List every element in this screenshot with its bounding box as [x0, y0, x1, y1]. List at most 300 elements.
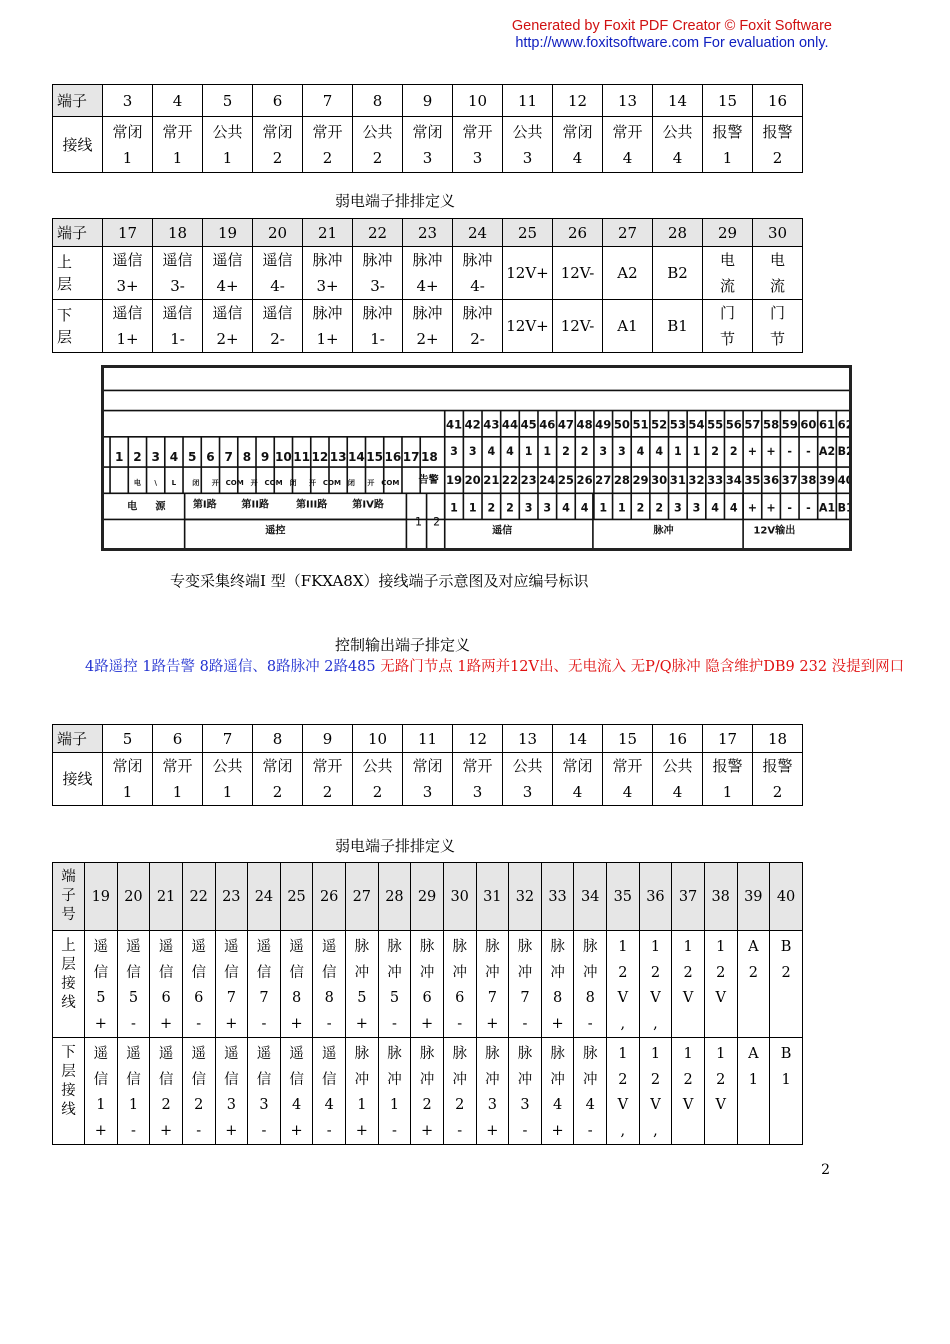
wiring-cell: 报警 1: [703, 753, 753, 806]
terminal-diagram: [101, 365, 852, 551]
terminal-number-cell: 27: [603, 219, 653, 247]
terminal-number-cell: 11: [403, 725, 453, 753]
diagram-terminal-code: 1: [673, 444, 682, 458]
watermark: [512, 18, 832, 52]
terminal-number-cell: 12: [453, 725, 503, 753]
upper-wiring-cell: 脉 冲 8 +: [541, 931, 574, 1038]
terminal-number-cell: 10: [353, 725, 403, 753]
diagram-terminal-code: 1: [543, 444, 552, 458]
lower-wiring-cell: A1: [603, 300, 653, 353]
diagram-terminal-code: +: [766, 444, 776, 458]
terminal-diagram-drawing: [104, 368, 852, 551]
upper-wiring-cell: 脉 冲 5 -: [378, 931, 411, 1038]
diagram-terminal-number: 42: [464, 417, 481, 432]
terminal-number-cell: 30: [753, 219, 803, 247]
terminal-number-cell: 33: [541, 863, 574, 931]
diagram-terminal-code: 2: [729, 444, 738, 458]
upper-wiring-cell: 1 2 V: [704, 931, 737, 1038]
diagram-terminal-number: 51: [632, 417, 649, 432]
diagram-group-label: 遥控: [265, 525, 286, 537]
diagram-terminal-number: 23: [520, 473, 537, 488]
table-head-label: 端子: [53, 85, 103, 117]
terminal-number-cell: 21: [150, 863, 183, 931]
diagram-terminal-number: 60: [800, 417, 817, 432]
wiring-cell: 常闭 2: [253, 117, 303, 173]
wiring-cell: 常开 4: [603, 117, 653, 173]
diagram-terminal-number: 57: [744, 417, 761, 432]
diagram-small-label: 开: [211, 478, 219, 488]
lower-wiring-cell: 遥信 1-: [153, 300, 203, 353]
upper-wiring-cell: 遥 信 5 -: [117, 931, 150, 1038]
diagram-group-label: 第IV路: [352, 499, 384, 511]
diagram-group-label: 12V输出: [753, 525, 796, 537]
diagram-terminal-code: 3: [618, 444, 626, 458]
diagram-terminal-code: 4: [636, 444, 645, 458]
lower-wiring-cell: 1 2 V: [704, 1038, 737, 1145]
remark-red: 无路门节点 1路两并12V出、无电流入 无P/Q脉冲 隐含维护DB9 232 没提到网口: [380, 659, 905, 675]
terminal-number-cell: 4: [153, 85, 203, 117]
diagram-terminal-number: 19: [445, 473, 463, 488]
diagram-terminal-code: 4: [711, 501, 719, 515]
diagram-terminal-code: 2: [711, 444, 719, 458]
diagram-group-label: 脉冲: [653, 525, 674, 537]
diagram-terminal-number: 59: [781, 417, 798, 432]
diagram-terminal-number: 40: [837, 473, 854, 488]
caption-weak-terminal-2: 弱电端子排排定义: [335, 837, 456, 855]
page-number: 2: [821, 1162, 830, 1178]
lower-wiring-cell: B 1: [770, 1038, 803, 1145]
wiring-cell: 公共 2: [353, 753, 403, 806]
lower-wiring-cell: 脉冲 2-: [453, 300, 503, 353]
diagram-terminal-code: -: [787, 444, 793, 458]
upper-wiring-cell: 脉冲 3-: [353, 247, 403, 300]
diagram-terminal-number: 2: [133, 450, 142, 464]
diagram-terminal-number: 36: [763, 473, 780, 488]
diagram-terminal-number: 3: [151, 450, 160, 464]
wiring-cell: 常闭 4: [553, 117, 603, 173]
diagram-terminal-number: 50: [613, 417, 630, 432]
diagram-terminal-number: 31: [669, 473, 686, 488]
wiring-cell: 公共 1: [203, 117, 253, 173]
remark-blue: 4路遥控 1路告警 8路遥信、8路脉冲 2路485: [85, 659, 381, 675]
diagram-terminal-number: 10: [274, 450, 292, 464]
wiring-cell: 公共 2: [353, 117, 403, 173]
diagram-terminal-code: -: [806, 444, 811, 458]
lower-wiring-cell: 12V+: [503, 300, 553, 353]
diagram-terminal-code: A2: [818, 444, 836, 458]
diagram-terminal-number: 18: [420, 450, 438, 464]
wiring-cell: 常开 4: [603, 753, 653, 806]
upper-layer-label: 上 层 接 线: [53, 931, 85, 1038]
terminal-number-cell: 19: [203, 219, 253, 247]
terminal-number-cell: 17: [103, 219, 153, 247]
diagram-terminal-code: 4: [506, 444, 514, 458]
diagram-terminal-code: 2: [506, 501, 514, 515]
diagram-terminal-number: 1: [114, 450, 124, 464]
table-head-label: 端子: [53, 725, 103, 753]
lower-wiring-cell: A 1: [737, 1038, 770, 1145]
diagram-terminal-code: 4: [580, 501, 589, 515]
terminal-number-cell: 23: [403, 219, 453, 247]
upper-wiring-cell: 1 2 V ,: [639, 931, 672, 1038]
upper-wiring-cell: B2: [653, 247, 703, 300]
diagram-terminal-number: 11: [293, 450, 311, 464]
wiring-cell: 公共 1: [203, 753, 253, 806]
upper-wiring-cell: A 2: [737, 931, 770, 1038]
terminal-number-cell: 32: [509, 863, 542, 931]
diagram-terminal-number: 14: [347, 450, 365, 464]
diagram-group-label: 第I路: [192, 499, 217, 511]
upper-wiring-cell: 电 流: [753, 247, 803, 300]
lower-layer-label: 下 层 接 线: [53, 1038, 85, 1145]
diagram-terminal-number: 32: [688, 473, 705, 488]
diagram-small-label: L: [171, 478, 177, 488]
diagram-terminal-code: 4: [487, 444, 496, 458]
upper-wiring-cell: 脉 冲 8 -: [574, 931, 607, 1038]
terminal-number-cell: 38: [704, 863, 737, 931]
diagram-terminal-number: 30: [651, 473, 668, 488]
diagram-terminal-code: 2: [636, 501, 645, 515]
table-control-output-2: [52, 724, 803, 806]
wiring-cell: 公共 3: [503, 117, 553, 173]
lower-wiring-cell: 脉 冲 4 +: [541, 1038, 574, 1145]
terminal-number-cell: 23: [215, 863, 248, 931]
upper-wiring-cell: 脉 冲 5 +: [346, 931, 379, 1038]
table-head-label: 端子: [53, 219, 103, 247]
lower-wiring-cell: 脉 冲 2 +: [411, 1038, 444, 1145]
wiring-cell: 常开 3: [453, 753, 503, 806]
upper-wiring-cell: 遥 信 7 +: [215, 931, 248, 1038]
terminal-number-cell: 29: [411, 863, 444, 931]
diagram-terminal-code: -: [787, 501, 793, 515]
terminal-number-cell: 18: [153, 219, 203, 247]
terminal-number-cell: 24: [453, 219, 503, 247]
diagram-terminal-number: 37: [781, 473, 798, 488]
diagram-terminal-number: 20: [464, 473, 481, 488]
upper-wiring-cell: 遥信 3+: [103, 247, 153, 300]
diagram-terminal-number: 26: [576, 473, 593, 488]
table-weak-terminal-1: [52, 218, 803, 353]
terminal-number-cell: 20: [253, 219, 303, 247]
diagram-terminal-number: 35: [744, 473, 761, 488]
diagram-group-label: 遥信: [492, 525, 513, 537]
lower-wiring-cell: 脉冲 1+: [303, 300, 353, 353]
upper-wiring-cell: A2: [603, 247, 653, 300]
wiring-cell: 常闭 3: [403, 753, 453, 806]
diagram-terminal-number: 27: [595, 473, 612, 488]
lower-wiring-cell: 脉 冲 2 -: [443, 1038, 476, 1145]
table-weak-terminal-2: [52, 862, 803, 1145]
diagram-terminal-code: 1: [468, 501, 477, 515]
diagram-terminal-number: 61: [818, 417, 836, 432]
diagram-terminal-number: 54: [688, 417, 705, 432]
diagram-terminal-code: +: [747, 444, 758, 458]
diagram-terminal-code: 3: [692, 501, 701, 515]
diagram-terminal-number: 38: [800, 473, 817, 488]
diagram-small-label: COM: [264, 478, 283, 488]
upper-wiring-cell: 遥 信 8 -: [313, 931, 346, 1038]
diagram-terminal-number: 56: [725, 417, 742, 432]
lower-wiring-cell: 1 2 V: [672, 1038, 705, 1145]
terminal-number-cell: 15: [603, 725, 653, 753]
terminal-number-cell: 10: [453, 85, 503, 117]
terminal-number-cell: 8: [353, 85, 403, 117]
wiring-cell: 常闭 4: [553, 753, 603, 806]
diagram-terminal-number: 48: [576, 417, 593, 432]
diagram-alarm-number: 2: [433, 515, 441, 529]
terminal-number-cell: 16: [753, 85, 803, 117]
wiring-cell: 常开 2: [303, 753, 353, 806]
upper-wiring-cell: 12V-: [553, 247, 603, 300]
upper-wiring-cell: 遥信 4-: [253, 247, 303, 300]
diagram-terminal-number: 28: [613, 473, 630, 488]
diagram-terminal-code: 3: [468, 444, 477, 458]
diagram-terminal-code: A1: [818, 501, 836, 515]
diagram-terminal-number: 16: [384, 450, 402, 464]
diagram-terminal-number: 43: [483, 417, 500, 432]
diagram-terminal-code: -: [806, 501, 811, 515]
diagram-small-label: COM: [322, 478, 342, 488]
diagram-terminal-number: 12: [311, 450, 329, 464]
diagram-small-label: 电: [133, 478, 141, 488]
lower-wiring-cell: 脉 冲 1 -: [378, 1038, 411, 1145]
lower-wiring-cell: 1 2 V ,: [639, 1038, 672, 1145]
diagram-terminal-number: 29: [632, 473, 649, 488]
upper-wiring-cell: 脉 冲 7 -: [509, 931, 542, 1038]
terminal-number-cell: 36: [639, 863, 672, 931]
terminal-number-cell: 35: [607, 863, 640, 931]
diagram-terminal-code: 3: [599, 444, 608, 458]
terminal-number-cell: 19: [85, 863, 118, 931]
watermark-line-2: http://www.foxitsoftware.com For evaluation only.: [515, 35, 829, 51]
upper-wiring-cell: 1 2 V ,: [607, 931, 640, 1038]
terminal-number-cell: 9: [303, 725, 353, 753]
diagram-small-label: COM: [225, 478, 244, 488]
caption-control-output: 控制输出端子排定义: [335, 636, 471, 654]
wiring-cell: 报警 2: [753, 117, 803, 173]
diagram-terminal-number: 41: [445, 417, 463, 432]
diagram-terminal-number: 55: [707, 417, 724, 432]
diagram-terminal-code: 2: [580, 444, 589, 458]
diagram-terminal-number: 4: [169, 450, 179, 464]
wiring-cell: 公共 3: [503, 753, 553, 806]
diagram-terminal-code: 4: [729, 501, 738, 515]
lower-wiring-cell: 门 节: [753, 300, 803, 353]
watermark-line-1: Generated by Foxit PDF Creator © Foxit Software: [511, 18, 832, 34]
wiring-cell: 常闭 2: [253, 753, 303, 806]
diagram-terminal-code: 3: [450, 444, 458, 458]
diagram-terminal-code: 4: [655, 444, 664, 458]
diagram-terminal-number: 47: [557, 417, 575, 432]
terminal-number-cell: 34: [574, 863, 607, 931]
upper-wiring-cell: 脉冲 4+: [403, 247, 453, 300]
diagram-terminal-number: 44: [501, 417, 519, 432]
diagram-terminal-number: 34: [725, 473, 742, 488]
lower-wiring-cell: 遥 信 1 +: [85, 1038, 118, 1145]
terminal-number-cell: 12: [553, 85, 603, 117]
upper-wiring-cell: 遥 信 5 +: [85, 931, 118, 1038]
upper-wiring-cell: 12V+: [503, 247, 553, 300]
diagram-terminal-code: 1: [524, 444, 533, 458]
terminal-number-cell: 18: [753, 725, 803, 753]
diagram-terminal-code: 2: [562, 444, 570, 458]
lower-wiring-cell: 脉 冲 3 +: [476, 1038, 509, 1145]
diagram-terminal-number: 45: [520, 417, 537, 432]
terminal-number-cell: 25: [503, 219, 553, 247]
terminal-number-cell: 7: [203, 725, 253, 753]
diagram-group-label: 第III路: [295, 499, 328, 511]
diagram-terminal-code: +: [747, 501, 758, 515]
diagram-terminal-number: 25: [557, 473, 575, 488]
terminal-number-cell: 6: [153, 725, 203, 753]
terminal-number-cell: 27: [346, 863, 379, 931]
table-row-label: 接线: [53, 753, 103, 806]
diagram-terminal-number: 21: [483, 473, 500, 488]
diagram-terminal-code: 1: [599, 501, 608, 515]
terminal-number-cell: 40: [770, 863, 803, 931]
diagram-terminal-number: 7: [224, 450, 233, 464]
wiring-cell: 常开 1: [153, 753, 203, 806]
terminal-number-cell: 26: [313, 863, 346, 931]
wiring-cell: 公共 4: [653, 753, 703, 806]
terminal-number-cell: 11: [503, 85, 553, 117]
diagram-small-label: 闭: [347, 478, 355, 488]
diagram-terminal-number: 17: [402, 450, 420, 464]
diagram-terminal-number: 52: [651, 417, 668, 432]
table-head-label: 端 子 号: [53, 863, 85, 931]
upper-wiring-cell: 脉 冲 6 +: [411, 931, 444, 1038]
lower-wiring-cell: 脉冲 2+: [403, 300, 453, 353]
diagram-terminal-number: 8: [242, 450, 252, 464]
diagram-terminal-number: 39: [818, 473, 836, 488]
diagram-terminal-number: 22: [501, 473, 519, 488]
lower-wiring-cell: 遥 信 3 +: [215, 1038, 248, 1145]
lower-wiring-cell: 遥 信 3 -: [248, 1038, 281, 1145]
diagram-alarm-number: 1: [414, 515, 423, 529]
diagram-terminal-number: 53: [669, 417, 686, 432]
upper-wiring-cell: 遥 信 6 +: [150, 931, 183, 1038]
diagram-terminal-code: 1: [692, 444, 701, 458]
lower-wiring-cell: 遥 信 4 -: [313, 1038, 346, 1145]
lower-wiring-cell: 脉 冲 3 -: [509, 1038, 542, 1145]
terminal-number-cell: 8: [253, 725, 303, 753]
terminal-number-cell: 25: [280, 863, 313, 931]
lower-wiring-cell: 遥信 2-: [253, 300, 303, 353]
diagram-terminal-code: 2: [487, 501, 496, 515]
upper-wiring-cell: 脉冲 3+: [303, 247, 353, 300]
wiring-cell: 常闭 1: [103, 117, 153, 173]
caption-weak-terminal-1: 弱电端子排排定义: [335, 192, 456, 210]
diagram-terminal-code: 3: [673, 501, 682, 515]
terminal-number-cell: 13: [603, 85, 653, 117]
terminal-number-cell: 20: [117, 863, 150, 931]
terminal-number-cell: 30: [443, 863, 476, 931]
diagram-terminal-number: 62: [837, 417, 854, 432]
upper-wiring-cell: 脉冲 4-: [453, 247, 503, 300]
upper-wiring-cell: 电 流: [703, 247, 753, 300]
lower-wiring-cell: 遥信 1+: [103, 300, 153, 353]
diagram-terminal-number: 46: [539, 417, 556, 432]
diagram-terminal-number: 9: [260, 450, 270, 464]
terminal-number-cell: 16: [653, 725, 703, 753]
table-row-label: 接线: [53, 117, 103, 173]
lower-layer-label: 下 层: [53, 300, 103, 353]
upper-wiring-cell: 遥 信 6 -: [182, 931, 215, 1038]
upper-wiring-cell: 遥 信 7 -: [248, 931, 281, 1038]
lower-wiring-cell: 遥 信 2 +: [150, 1038, 183, 1145]
diagram-terminal-number: 15: [366, 450, 384, 464]
terminal-number-cell: 5: [203, 85, 253, 117]
diagram-terminal-code: 2: [655, 501, 664, 515]
lower-wiring-cell: 门 节: [703, 300, 753, 353]
diagram-terminal-code: 3: [524, 501, 533, 515]
terminal-number-cell: 13: [503, 725, 553, 753]
terminal-number-cell: 6: [253, 85, 303, 117]
upper-wiring-cell: 脉 冲 7 +: [476, 931, 509, 1038]
terminal-number-cell: 3: [103, 85, 153, 117]
diagram-group-label: 源: [155, 501, 166, 513]
diagram-terminal-number: 33: [707, 473, 724, 488]
terminal-number-cell: 14: [653, 85, 703, 117]
terminal-number-cell: 26: [553, 219, 603, 247]
terminal-number-cell: 28: [378, 863, 411, 931]
terminal-number-cell: 22: [353, 219, 403, 247]
terminal-number-cell: 39: [737, 863, 770, 931]
terminal-number-cell: 15: [703, 85, 753, 117]
diagram-terminal-code: 3: [543, 501, 552, 515]
lower-wiring-cell: 遥 信 1 -: [117, 1038, 150, 1145]
lower-wiring-cell: 12V-: [553, 300, 603, 353]
lower-wiring-cell: 脉冲 1-: [353, 300, 403, 353]
diagram-group-label: 电: [127, 501, 138, 513]
diagram-terminal-number: 5: [187, 450, 197, 464]
lower-wiring-cell: 脉 冲 1 +: [346, 1038, 379, 1145]
lower-wiring-cell: B1: [653, 300, 703, 353]
terminal-number-cell: 29: [703, 219, 753, 247]
diagram-terminal-number: 49: [595, 417, 612, 432]
terminal-number-cell: 31: [476, 863, 509, 931]
upper-layer-label: 上 层: [53, 247, 103, 300]
diagram-small-label: 闭: [289, 478, 297, 488]
diagram-terminal-number: 6: [206, 450, 215, 464]
diagram-terminal-code: 1: [450, 501, 458, 515]
wiring-cell: 常开 1: [153, 117, 203, 173]
diagram-small-label: 开: [308, 478, 317, 488]
lower-wiring-cell: 1 2 V ,: [607, 1038, 640, 1145]
caption-terminal-diagram: 专变采集终端I 型（FKXA8X）接线端子示意图及对应编号标识: [170, 572, 589, 590]
terminal-number-cell: 21: [303, 219, 353, 247]
terminal-number-cell: 24: [248, 863, 281, 931]
wiring-cell: 公共 4: [653, 117, 703, 173]
diagram-small-label: 开: [367, 478, 375, 488]
diagram-small-label: COM: [381, 478, 400, 488]
diagram-terminal-code: B1: [837, 501, 854, 515]
upper-wiring-cell: B 2: [770, 931, 803, 1038]
diagram-terminal-code: +: [766, 501, 776, 515]
terminal-number-cell: 7: [303, 85, 353, 117]
terminal-number-cell: 28: [653, 219, 703, 247]
upper-wiring-cell: 遥信 3-: [153, 247, 203, 300]
terminal-number-cell: 37: [672, 863, 705, 931]
diagram-terminal-code: B2: [837, 444, 854, 458]
lower-wiring-cell: 遥信 2+: [203, 300, 253, 353]
wiring-cell: 报警 1: [703, 117, 753, 173]
wiring-cell: 常开 3: [453, 117, 503, 173]
terminal-number-cell: 22: [182, 863, 215, 931]
wiring-cell: 常闭 3: [403, 117, 453, 173]
diagram-terminal-code: 4: [562, 501, 570, 515]
diagram-terminal-number: 58: [763, 417, 780, 432]
